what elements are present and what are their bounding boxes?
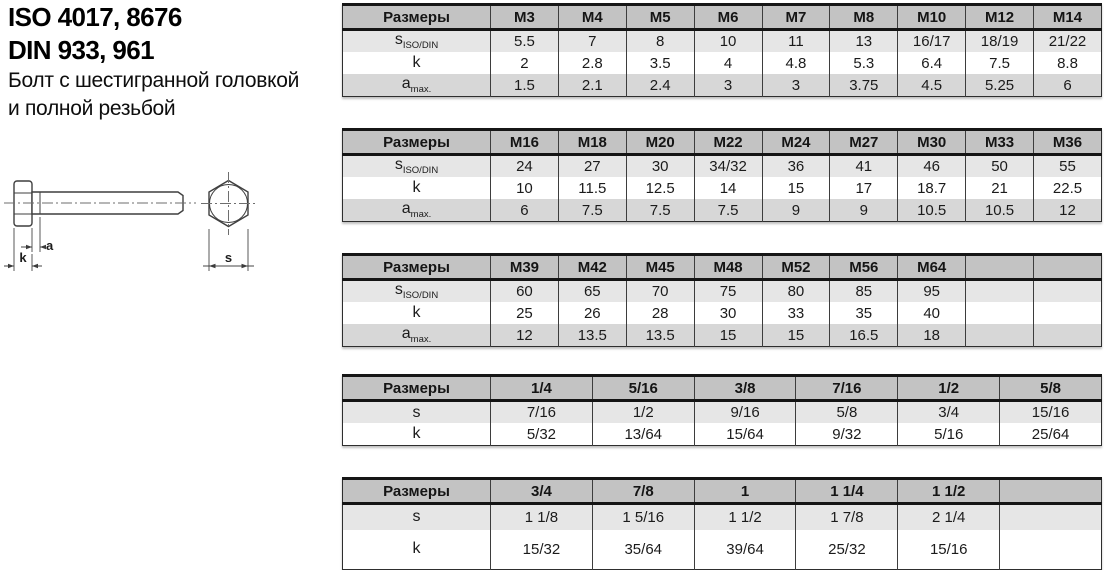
column-header: M18 [558, 130, 626, 155]
value-cell: 16/17 [898, 30, 966, 52]
arrowhead [209, 264, 216, 268]
value-cell: 1 1/8 [491, 504, 593, 530]
column-header: 3/8 [694, 376, 796, 401]
value-cell: 6 [491, 199, 559, 221]
column-header: M14 [1034, 5, 1102, 30]
value-cell: 21/22 [1034, 30, 1102, 52]
row-label: $s_{ISO/DIN}$ [394, 281, 439, 302]
value-cell: 36 [762, 155, 830, 177]
table-row [343, 302, 1102, 324]
value-cell: 39/64 [694, 530, 796, 570]
column-header: M3 [491, 5, 559, 30]
column-header [1000, 479, 1102, 504]
value-cell: 11.5 [558, 177, 626, 199]
value-cell: 4 [694, 52, 762, 74]
bolt-side-view [4, 181, 196, 226]
value-cell: 15 [694, 324, 762, 346]
value-cell: 41 [830, 155, 898, 177]
dimension-table [342, 128, 1102, 222]
value-cell: 16.5 [830, 324, 898, 346]
column-header: M64 [898, 255, 966, 280]
value-cell: 8.8 [1034, 52, 1102, 74]
value-cell: 9 [762, 199, 830, 221]
table-row [343, 504, 1102, 530]
row-label: k [412, 425, 421, 443]
value-cell: 46 [898, 155, 966, 177]
arrowhead [32, 264, 38, 268]
value-cell: 65 [558, 280, 626, 302]
column-header: M42 [558, 255, 626, 280]
value-cell: 40 [898, 302, 966, 324]
value-cell: 7.5 [966, 52, 1034, 74]
column-header: M20 [626, 130, 694, 155]
column-header: 1/4 [491, 376, 593, 401]
header-row [343, 255, 1102, 280]
value-cell: 15/32 [491, 530, 593, 570]
value-cell: 5.25 [966, 74, 1034, 96]
column-header: 1 1/2 [898, 479, 1000, 504]
row-label: $a_{max.}$ [401, 75, 432, 96]
table-row [343, 324, 1102, 346]
value-cell: 18 [898, 324, 966, 346]
value-cell: 26 [558, 302, 626, 324]
table-row [343, 177, 1102, 199]
value-cell: 3.5 [626, 52, 694, 74]
value-cell: 25/64 [1000, 423, 1102, 446]
table-m3-m14 [342, 3, 1102, 97]
value-cell: 12 [491, 324, 559, 346]
column-header: 1 1/4 [796, 479, 898, 504]
value-cell: 5.3 [830, 52, 898, 74]
row-label: s [412, 508, 421, 526]
value-cell: 25 [491, 302, 559, 324]
value-cell: 2.8 [558, 52, 626, 74]
value-cell: 11 [762, 30, 830, 52]
value-cell: 13 [830, 30, 898, 52]
row-label: $s_{ISO/DIN}$ [394, 156, 439, 177]
value-cell: 27 [558, 155, 626, 177]
table-row [343, 280, 1102, 302]
value-cell: 8 [626, 30, 694, 52]
value-cell: 9 [830, 199, 898, 221]
value-cell: 15/64 [694, 423, 796, 446]
column-header: 7/8 [592, 479, 694, 504]
value-cell: 4.8 [762, 52, 830, 74]
dimension-k [4, 228, 42, 271]
row-label: $a_{max.}$ [401, 200, 432, 221]
value-cell: 1.5 [491, 74, 559, 96]
arrowhead [242, 264, 249, 268]
column-header: M36 [1034, 130, 1102, 155]
value-cell: 21 [966, 177, 1034, 199]
product-description-line2: и полной резьбой [8, 97, 176, 120]
value-cell: 5/8 [796, 401, 898, 424]
value-cell: 3 [694, 74, 762, 96]
value-cell: 25/32 [796, 530, 898, 570]
dimension-label-k: k [19, 250, 27, 265]
value-cell: 7 [558, 30, 626, 52]
table-row [343, 52, 1102, 74]
value-cell [1000, 504, 1102, 530]
column-header: M27 [830, 130, 898, 155]
table-row [343, 30, 1102, 52]
table-row [343, 530, 1102, 570]
header-row [343, 5, 1102, 30]
value-cell: 95 [898, 280, 966, 302]
column-header: 1 [694, 479, 796, 504]
value-cell: 3/4 [898, 401, 1000, 424]
value-cell: 10.5 [898, 199, 966, 221]
product-description-line1: Болт с шестигранной головкой [8, 69, 300, 92]
header-row [343, 376, 1102, 401]
value-cell: 9/16 [694, 401, 796, 424]
bolt-technical-drawing [0, 160, 300, 340]
column-header: M5 [626, 5, 694, 30]
value-cell: 2 [491, 52, 559, 74]
value-cell [1034, 302, 1102, 324]
value-cell: 18.7 [898, 177, 966, 199]
value-cell: 15/16 [1000, 401, 1102, 424]
column-header: 7/16 [796, 376, 898, 401]
column-header: M7 [762, 5, 830, 30]
column-header: M48 [694, 255, 762, 280]
row-label: k [412, 54, 421, 72]
value-cell: 10 [491, 177, 559, 199]
column-header: 1/2 [898, 376, 1000, 401]
value-cell: 1 1/2 [694, 504, 796, 530]
table-row [343, 74, 1102, 96]
title-block [8, 1, 338, 123]
value-cell: 10.5 [966, 199, 1034, 221]
value-cell: 85 [830, 280, 898, 302]
value-cell: 30 [626, 155, 694, 177]
value-cell: 4.5 [898, 74, 966, 96]
column-header: M22 [694, 130, 762, 155]
bolt-head-end-view [201, 172, 256, 235]
table-title-cell: Размеры [343, 255, 491, 280]
value-cell: 18/19 [966, 30, 1034, 52]
value-cell: 12.5 [626, 177, 694, 199]
value-cell: 80 [762, 280, 830, 302]
column-header: M56 [830, 255, 898, 280]
table-title-cell: Размеры [343, 376, 491, 401]
dimension-table [342, 3, 1102, 97]
column-header [966, 255, 1034, 280]
column-header: M24 [762, 130, 830, 155]
value-cell: 22.5 [1034, 177, 1102, 199]
dimension-label-a: a [46, 238, 54, 253]
value-cell: 24 [491, 155, 559, 177]
column-header: M10 [898, 5, 966, 30]
row-label: s [412, 403, 421, 421]
value-cell: 35/64 [592, 530, 694, 570]
value-cell: 70 [626, 280, 694, 302]
table-row [343, 423, 1102, 446]
value-cell: 17 [830, 177, 898, 199]
table-inch-small [342, 374, 1102, 446]
value-cell: 5/32 [491, 423, 593, 446]
value-cell: 28 [626, 302, 694, 324]
value-cell: 5.5 [491, 30, 559, 52]
value-cell: 13.5 [626, 324, 694, 346]
column-header: M39 [491, 255, 559, 280]
value-cell: 13.5 [558, 324, 626, 346]
column-header: M52 [762, 255, 830, 280]
dimension-s [203, 229, 254, 271]
value-cell: 5/16 [898, 423, 1000, 446]
column-header: M4 [558, 5, 626, 30]
column-header: M33 [966, 130, 1034, 155]
value-cell: 3.75 [830, 74, 898, 96]
dimension-table [342, 374, 1102, 446]
dimension-label-s: s [224, 250, 233, 265]
table-title-cell: Размеры [343, 130, 491, 155]
value-cell: 7.5 [558, 199, 626, 221]
column-header: M8 [830, 5, 898, 30]
value-cell: 7/16 [491, 401, 593, 424]
column-header: M6 [694, 5, 762, 30]
column-header: M30 [898, 130, 966, 155]
arrowhead [8, 264, 14, 268]
value-cell: 7.5 [626, 199, 694, 221]
row-label: k [412, 179, 421, 197]
value-cell: 6.4 [898, 52, 966, 74]
value-cell: 55 [1034, 155, 1102, 177]
value-cell [1034, 280, 1102, 302]
arrowhead [26, 245, 32, 249]
value-cell: 3 [762, 74, 830, 96]
column-header: 5/8 [1000, 376, 1102, 401]
column-header: M45 [626, 255, 694, 280]
value-cell: 15 [762, 177, 830, 199]
table-row [343, 199, 1102, 221]
din-standard-title: DIN 933, 961 [8, 35, 155, 65]
column-header: M16 [491, 130, 559, 155]
value-cell [1034, 324, 1102, 346]
value-cell: 60 [491, 280, 559, 302]
dimension-table [342, 477, 1102, 570]
value-cell: 14 [694, 177, 762, 199]
row-label: k [412, 540, 421, 558]
table-row [343, 155, 1102, 177]
column-header: 5/16 [592, 376, 694, 401]
table-title-cell: Размеры [343, 479, 491, 504]
value-cell: 33 [762, 302, 830, 324]
iso-standard-title: ISO 4017, 8676 [8, 2, 182, 32]
value-cell: 1 5/16 [592, 504, 694, 530]
value-cell: 15 [762, 324, 830, 346]
value-cell [1000, 530, 1102, 570]
value-cell [966, 324, 1034, 346]
table-m39-m64 [342, 253, 1102, 347]
table-row [343, 401, 1102, 424]
table-inch-large [342, 477, 1102, 570]
table-title-cell: Размеры [343, 5, 491, 30]
value-cell: 13/64 [592, 423, 694, 446]
value-cell: 2 1/4 [898, 504, 1000, 530]
value-cell: 7.5 [694, 199, 762, 221]
value-cell: 75 [694, 280, 762, 302]
value-cell [966, 280, 1034, 302]
value-cell: 2.4 [626, 74, 694, 96]
column-header: M12 [966, 5, 1034, 30]
value-cell: 10 [694, 30, 762, 52]
value-cell: 1/2 [592, 401, 694, 424]
value-cell: 15/16 [898, 530, 1000, 570]
row-label: $a_{max.}$ [401, 325, 432, 346]
value-cell: 9/32 [796, 423, 898, 446]
value-cell: 1 7/8 [796, 504, 898, 530]
header-row [343, 479, 1102, 504]
dimension-table [342, 253, 1102, 347]
value-cell [966, 302, 1034, 324]
table-m16-m36 [342, 128, 1102, 222]
row-label: k [412, 304, 421, 322]
value-cell: 12 [1034, 199, 1102, 221]
value-cell: 50 [966, 155, 1034, 177]
column-header: 3/4 [491, 479, 593, 504]
column-header [1034, 255, 1102, 280]
row-label: $s_{ISO/DIN}$ [394, 31, 439, 52]
value-cell: 34/32 [694, 155, 762, 177]
value-cell: 30 [694, 302, 762, 324]
value-cell: 35 [830, 302, 898, 324]
value-cell: 2.1 [558, 74, 626, 96]
header-row [343, 130, 1102, 155]
value-cell: 6 [1034, 74, 1102, 96]
